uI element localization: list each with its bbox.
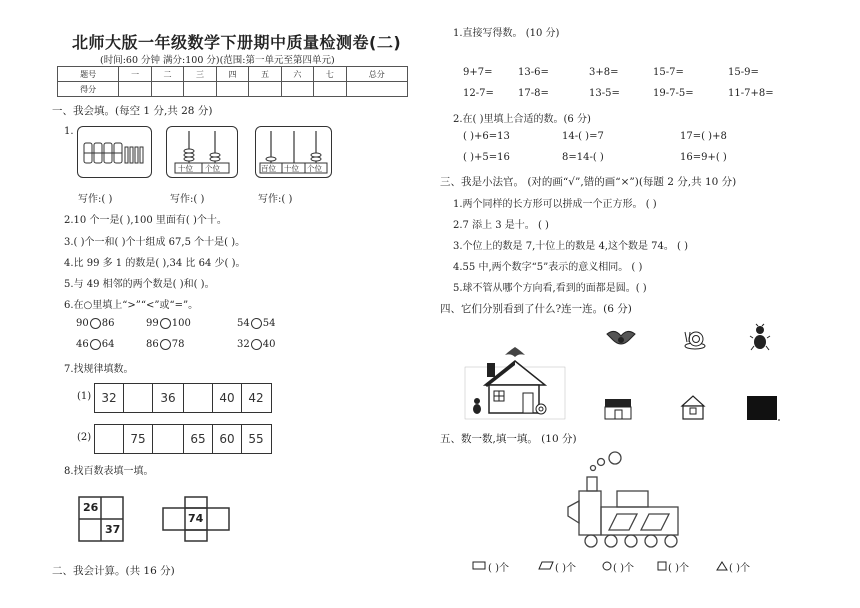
compare-circle[interactable] (90, 339, 101, 350)
score-header-cell: 一 (119, 67, 151, 82)
score-header-cell: 二 (151, 67, 183, 82)
question-6: 6.在○里填上“>”“<”或“=”。 (64, 300, 199, 311)
circle-icon (602, 561, 612, 571)
section-3-title: 三、我是小法官。 (对的画“√”,错的画“×”)(每题 2 分,共 10 分) (440, 176, 737, 188)
compare-circle[interactable] (160, 318, 171, 329)
compare-right: 64 (101, 339, 115, 350)
ant-icon (750, 324, 770, 352)
grid-number: 26 (83, 501, 99, 514)
compare-left: 46 (76, 339, 89, 350)
score-row-label: 得分 (58, 82, 119, 97)
compare-item (237, 339, 275, 350)
sequence-cell: 42 (248, 391, 264, 405)
abacus-2 (255, 126, 332, 178)
grid-number: 37 (105, 523, 121, 536)
compare-left: 54 (237, 318, 250, 329)
q1-number: 1. (64, 126, 74, 137)
parallelogram-icon (538, 561, 554, 571)
right-q2-title: 2.在( )里填上合适的数。(6 分) (453, 114, 591, 125)
sequence-cell: 55 (248, 432, 264, 446)
score-header-cell: 三 (184, 67, 216, 82)
sequence-blank-cell[interactable] (184, 384, 213, 412)
grid-number: 74 (188, 512, 204, 525)
abacus-1 (166, 126, 238, 178)
fill-equation[interactable]: 14-( )=7 (562, 131, 604, 142)
compare-right: 54 (262, 318, 276, 329)
sequence-1-row (94, 383, 272, 413)
compare-right: 86 (101, 318, 115, 329)
fill-equation[interactable]: 8=14-( ) (562, 152, 604, 163)
score-header-cell: 六 (281, 67, 313, 82)
score-header-cell: 总分 (346, 67, 407, 82)
section-2-title: 二、我会计算。(共 16 分) (52, 565, 175, 577)
sequence-cell: 75 (124, 425, 153, 453)
sequence-2-label: (2) (77, 432, 92, 443)
compare-left: 99 (146, 318, 159, 329)
compare-circle[interactable] (160, 339, 171, 350)
section-4-title: 四、它们分别看到了什么?连一连。(6 分) (440, 303, 632, 315)
compare-right: 78 (171, 339, 185, 350)
square-icon (657, 561, 667, 571)
judge-item[interactable]: 4.55 中,两个数字“5”表示的意义相同。 ( ) (453, 262, 643, 273)
mental-math: 9+7= (463, 67, 493, 78)
mental-math: 15-7= (653, 67, 684, 78)
sequence-cell: 36 (153, 384, 184, 412)
hundred-chart-fragment-1 (79, 497, 123, 541)
fill-equation[interactable]: 16=9+( ) (680, 152, 727, 163)
compare-item (76, 318, 114, 329)
compare-item (146, 318, 191, 329)
sequence-cell: 65 (184, 425, 213, 453)
mental-math: 15-9= (728, 67, 759, 78)
judge-item[interactable]: 2.7 添上 3 是十。 ( ) (453, 220, 549, 231)
score-input-cell[interactable] (281, 82, 313, 97)
hundred-chart-fragment-2 (163, 497, 229, 541)
score-header-cell: 题号 (58, 67, 119, 82)
count-blank-triangle[interactable]: ( )个 (729, 563, 750, 574)
count-blank-circle[interactable]: ( )个 (613, 563, 634, 574)
sequence-cell: 32 (95, 384, 124, 412)
bundle-sticks-icon (78, 127, 151, 177)
sequence-blank-cell[interactable] (95, 425, 124, 453)
section-5-title: 五、数一数,填一填。 (10 分) (440, 433, 577, 445)
compare-left: 86 (146, 339, 159, 350)
judge-item[interactable]: 3.个位上的数是 7,十位上的数是 4,这个数是 74。 ( ) (453, 241, 689, 252)
house-top-view-icon (745, 394, 781, 422)
score-input-cell[interactable] (151, 82, 183, 97)
snail-icon (683, 326, 707, 352)
compare-right: 100 (171, 318, 191, 329)
rectangle-icon (472, 561, 486, 571)
abacus-ones-label: 个位 (205, 164, 220, 173)
sequence-blank-cell[interactable] (153, 425, 184, 453)
exam-info: (时间:60 分钟 满分:100 分)(范围:第一单元至第四单元) (100, 55, 335, 66)
compare-item (146, 339, 184, 350)
sequence-blank-cell[interactable] (124, 384, 153, 412)
score-input-cell[interactable] (216, 82, 248, 97)
mental-math: 17-8= (518, 88, 549, 99)
train-picture (565, 450, 685, 550)
right-q1-title: 1.直接写得数。 (10 分) (453, 28, 560, 39)
compare-circle[interactable] (90, 318, 101, 329)
abacus-tens-label: 十位 (284, 164, 299, 173)
score-input-cell[interactable] (314, 82, 346, 97)
abacus-ones-label: 个位 (307, 164, 322, 173)
mental-math: 13-5= (589, 88, 620, 99)
question-8: 8.找百数表填一填。 (64, 466, 154, 477)
question-7: 7.找规律填数。 (64, 364, 134, 375)
judge-item[interactable]: 1.两个同样的长方形可以拼成一个正方形。 ( ) (453, 199, 657, 210)
mental-math: 12-7= (463, 88, 494, 99)
mental-math: 11-7+8= (728, 88, 774, 99)
score-input-cell[interactable] (119, 82, 151, 97)
count-blank-square[interactable]: ( )个 (668, 563, 689, 574)
mental-math: 13-6= (518, 67, 549, 78)
sequence-1-label: (1) (77, 391, 92, 402)
write-blank[interactable]: 写作:( ) (170, 194, 205, 205)
sequence-cell: 40 (213, 384, 242, 412)
count-blank-parallelogram[interactable]: ( )个 (555, 563, 576, 574)
fill-equation[interactable]: 17=( )+8 (680, 131, 727, 142)
mental-math: 19-7-5= (653, 88, 694, 99)
abacus-hundreds-label: 百位 (261, 164, 276, 173)
house-side-view-icon (680, 394, 706, 420)
compare-left: 32 (237, 339, 250, 350)
abacus-tens-label: 十位 (178, 164, 193, 173)
write-blank[interactable]: 写作:( ) (258, 194, 293, 205)
compare-right: 40 (262, 339, 276, 350)
compare-item (237, 318, 275, 329)
bird-icon (605, 328, 637, 350)
compare-circle[interactable] (251, 318, 262, 329)
sequence-cell: 60 (213, 425, 242, 453)
page-title: 北师大版一年级数学下册期中质量检测卷(二) (72, 33, 402, 52)
write-blank[interactable]: 写作:( ) (78, 194, 113, 205)
count-blank-rectangle[interactable]: ( )个 (488, 563, 509, 574)
fill-equation[interactable]: ( )+5=16 (463, 152, 510, 163)
mental-math: 3+8= (589, 67, 619, 78)
house-scene (465, 345, 565, 420)
judge-item[interactable]: 5.球不管从哪个方向看,看到的面都是圆。( ) (453, 283, 647, 294)
score-input-cell[interactable] (249, 82, 281, 97)
score-table (57, 66, 408, 97)
compare-item (76, 339, 114, 350)
bundles-picture (77, 126, 152, 178)
score-input-cell[interactable] (184, 82, 216, 97)
section-1-title: 一、我会填。(每空 1 分,共 28 分) (52, 105, 213, 117)
compare-circle[interactable] (251, 339, 262, 350)
score-header-cell: 七 (314, 67, 346, 82)
question-4: 4.比 99 多 1 的数是( ),34 比 64 少( )。 (64, 258, 246, 269)
score-input-cell[interactable] (346, 82, 407, 97)
score-header-cell: 四 (216, 67, 248, 82)
question-2: 2.10 个一是( ),100 里面有( )个十。 (64, 215, 227, 226)
compare-left: 90 (76, 318, 89, 329)
sequence-2-row (94, 424, 272, 454)
question-3: 3.( )个一和( )个十组成 67,5 个十是( )。 (64, 237, 246, 248)
question-5: 5.与 49 相邻的两个数是( )和( )。 (64, 279, 215, 290)
triangle-icon (716, 561, 728, 571)
house-view-icon (603, 397, 633, 419)
fill-equation[interactable]: ( )+6=13 (463, 131, 510, 142)
score-header-cell: 五 (249, 67, 281, 82)
